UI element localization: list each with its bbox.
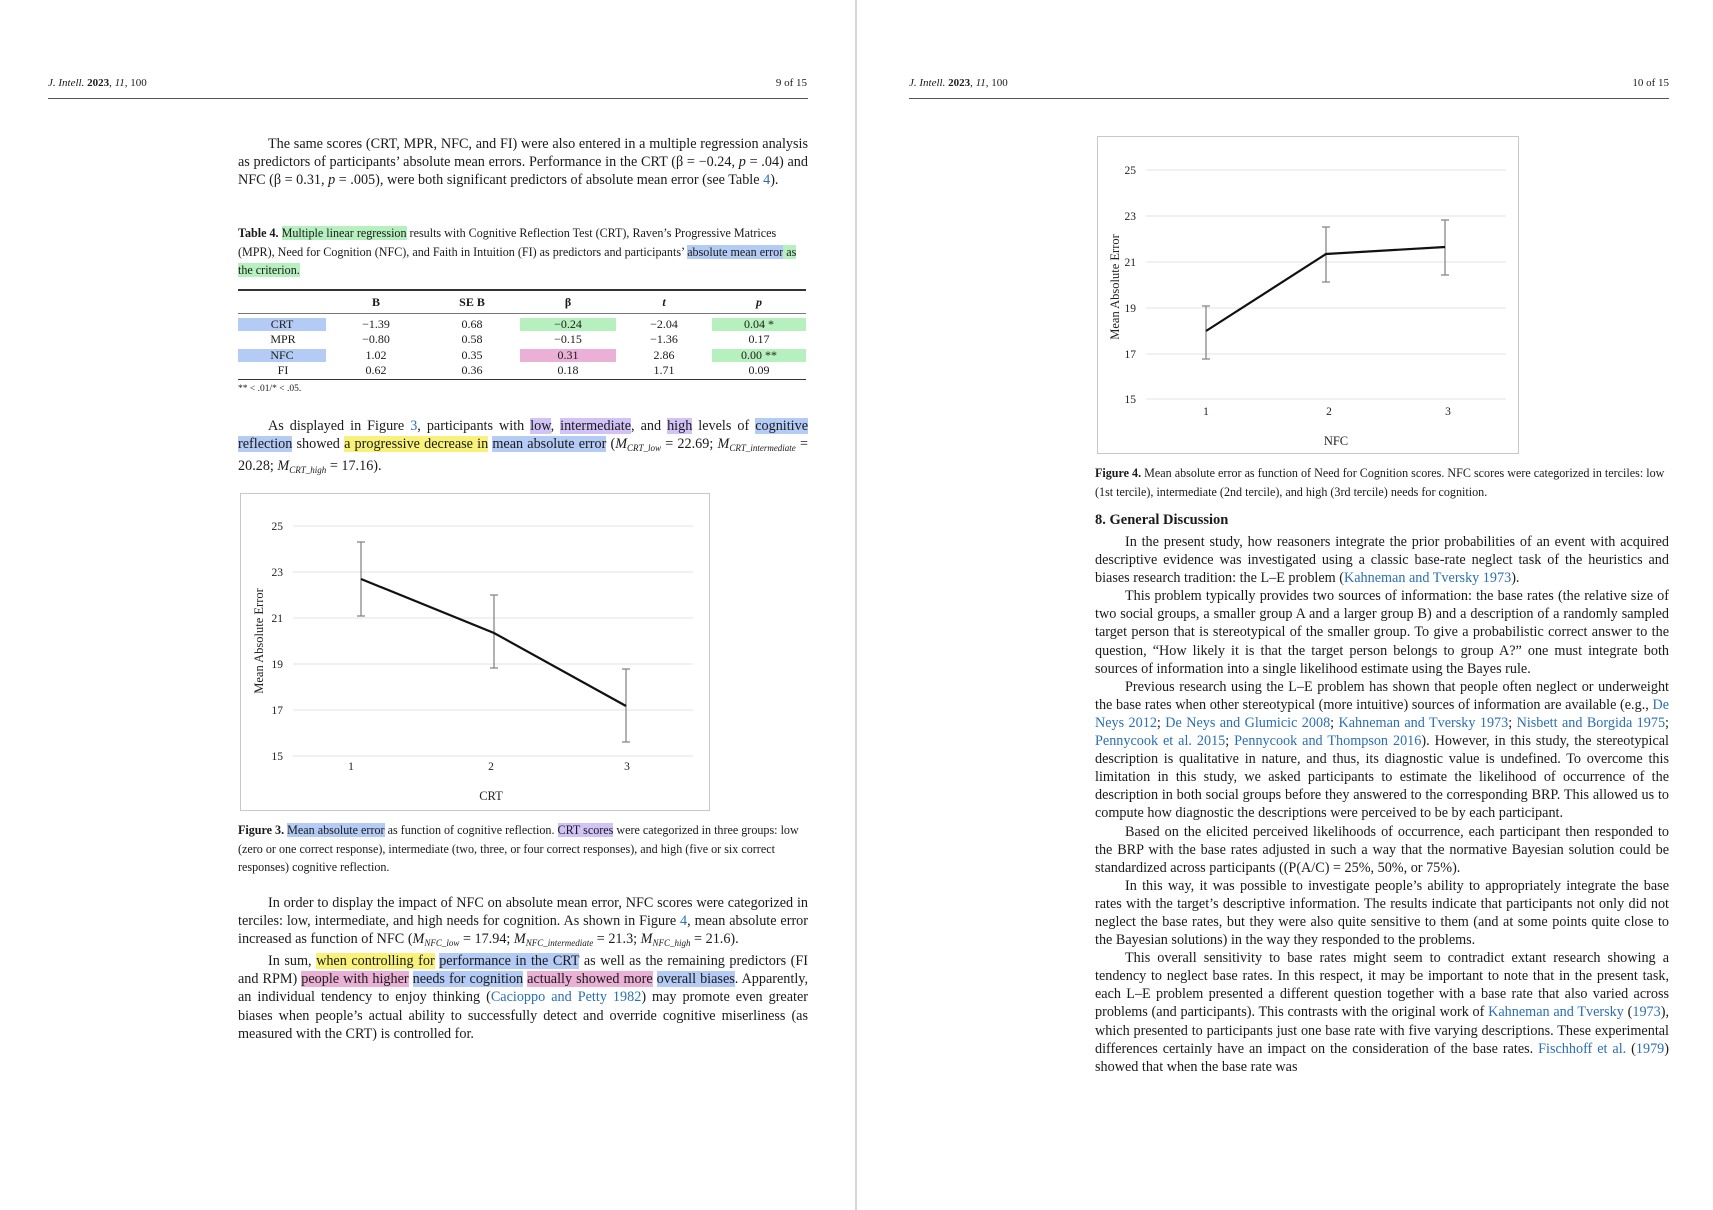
svg-text:19: 19 (271, 659, 283, 671)
highlight-purple[interactable]: CRT scores (557, 823, 614, 837)
svg-text:3: 3 (624, 761, 630, 773)
figure-3-plot (241, 494, 709, 810)
citation-link[interactable]: Kahneman and Tversky 1973 (1343, 570, 1512, 587)
paragraph: Based on the elicited perceived likelihoods of occurrence, each participant then responded to the BRP with the base rates adjusted in such a way that the normative Bayesian solution could be standardized across participants ((P(A/C) = 25%, 50%, or 75%). (1095, 823, 1669, 876)
figure-4-chart (1097, 136, 1519, 454)
general-discussion-body (1095, 533, 1669, 1076)
paragraph-figure3-intro: As displayed in Figure 3, participants with low, intermediate, and high levels of cognitive reflection showed a progressive decrease in mean absolute error ($M_{CRT\_low} = 22.69$; $M_{CRT\_intermediate} = 20.28$; $M_{CRT\_high} = 17.16$). (238, 418, 808, 476)
figure-3-link[interactable]: 3 (410, 418, 418, 434)
table-row: MPR −0.80 0.58 −0.15 −1.36 0.17 (270, 332, 770, 346)
journal-volume: 11 (114, 77, 125, 89)
paragraph-regression: The same scores (CRT, MPR, NFC, and FI) were also entered in a multiple regression analysis as predictors of participants’ absolute mean errors. Performance in the CRT (β = −0.24, p = .04) and NFC (β = 0.31, p = .005), were both significant predictors of absolute mean error (see Table 4). (238, 136, 808, 189)
svg-text:3: 3 (1445, 406, 1451, 418)
paragraph: Previous research using the L–E problem has shown that people often neglect or underweight the base rates when other stereotypical (more intuitive) sources of information are available (e.g., De Neys 2012; De Neys and Glumicic 2008; Kahneman and Tversky 1973; Nisbett and Borgida 1975; Pennycook et al. 2015; Pennycook and Thompson 2016). However, in this study, the stereotypical description is qualitative in nature, and thus, its diagnostic value is undefined. To overcome this limitation in this study, we asked participants to estimate the likelihood of occurrence of the description in both social groups before they answered to the corresponding BRP. This allowed us to compute how diagnostic the descriptions were perceived to be by each participant. (1095, 678, 1669, 822)
x-axis-label: CRT (479, 789, 503, 803)
table-header-row (238, 291, 806, 313)
article-number: 100 (130, 77, 147, 89)
citation-link[interactable]: Nisbett and Borgida 1975 (1516, 714, 1666, 731)
citation-link[interactable]: De Neys 2012 (1095, 696, 1669, 731)
citation-year-link[interactable]: 1979 (1635, 1040, 1665, 1057)
col-header-beta: β (564, 294, 572, 309)
paragraph-in-sum: In sum, when controlling for performance in the CRT as well as the remaining predictors (FI and RPM) people with higher needs for cognition actually showed more overall biases. Apparently, an individual tendency to enjoy thinking (Cacioppo and Petty 1982) may promote even greater biases when people’s actual ability to successfully detect and override cognitive miserliness (as measured with the CRT) is controlled for. (238, 953, 809, 1042)
highlight-blue[interactable]: overall biases (656, 971, 735, 988)
table-row: CRT −1.39 0.68 −0.24 −2.04 0.04 * (238, 317, 806, 333)
highlight-purple[interactable]: high (667, 418, 693, 434)
highlight-blue[interactable]: performance in the CRT (439, 953, 580, 970)
svg-text:15: 15 (271, 751, 283, 763)
svg-text:1: 1 (348, 761, 354, 773)
table-row: NFC 1.02 0.35 0.31 2.86 0.00 ** (238, 348, 806, 364)
figure-3-chart (240, 493, 710, 811)
running-head: J. Intell. 2023, 11, 100 (909, 77, 1008, 89)
section-heading: 8. General Discussion (1095, 512, 1229, 528)
journal-year: 2023 (87, 77, 110, 89)
figure-4-link[interactable]: 4 (680, 913, 688, 930)
highlight-pink[interactable]: actually showed more (527, 971, 653, 988)
page-number: 10 of 15 (1632, 77, 1669, 89)
highlight-yellow[interactable]: a progressive decrease in (344, 436, 489, 453)
highlight-purple[interactable]: low (530, 418, 551, 434)
svg-text:23: 23 (271, 567, 283, 579)
highlight-yellow[interactable]: when controlling for (316, 953, 435, 970)
highlight-green[interactable]: as the criterion. (238, 244, 797, 277)
page-9 (0, 0, 855, 1210)
citation-link[interactable]: Fischhoff et al. (1538, 1040, 1627, 1057)
highlight-blue[interactable]: absolute mean error (687, 244, 784, 259)
y-axis-label: Mean Absolute Error (252, 588, 266, 694)
svg-text:17: 17 (271, 705, 283, 717)
col-header-t: t (662, 294, 666, 309)
y-axis-label: Mean Absolute Error (1108, 234, 1122, 340)
svg-text:23: 23 (1124, 211, 1136, 223)
page-number: 9 of 15 (775, 77, 807, 89)
citation-year-link[interactable]: 1973 (1632, 1004, 1661, 1021)
table-row: FI 0.62 0.36 0.18 1.71 0.09 (277, 363, 770, 377)
header-rule (48, 98, 808, 99)
svg-text:25: 25 (1124, 165, 1136, 177)
journal-volume: 11 (975, 77, 986, 89)
svg-text:15: 15 (1124, 394, 1136, 406)
highlight-blue[interactable]: cognitive reflection (238, 418, 808, 453)
figure-3-caption: Figure 3. Mean absolute error as function of cognitive reflection. CRT scores were categorized in three groups: low (zero or one correct response), intermediate (two, three, or four correct responses), and high (five or six correct responses) cognitive reflection. (238, 823, 799, 875)
citation-link[interactable]: Kahneman and Tversky 1973 (1338, 714, 1509, 731)
running-head: J. Intell. 2023, 11, 100 (48, 77, 147, 89)
paragraph-nfc: In order to display the impact of NFC on absolute mean error, NFC scores were categorized in terciles: low, intermediate, and high needs for cognition. As shown in Figure 4, mean absolute error increased as function of NFC ($M_{NFC\_low} = 17.94$; $M_{NFC\_intermediate} = 21.3$; $M_{NFC\_high} = 21.6$). In sum, when controlling for performance in the CRT as well as the remaining predictors (FI and RPM) people with higher needs for cognition actually showed more overall biases. Apparently, an individual tendency to enjoy thinking (Cacioppo and Petty 1982) may promote even greater biases when people’s actual ability to successfully detect and override cognitive miserliness (as measured with the CRT) is controlled for. (238, 895, 809, 1042)
citation-link[interactable]: Cacioppo and Petty 1982 (490, 989, 642, 1006)
journal-name: J. Intell. (48, 77, 85, 89)
highlight-purple[interactable]: intermediate (560, 418, 632, 434)
citation-link[interactable]: Kahneman and Tversky (1488, 1004, 1624, 1021)
highlight-pink[interactable]: people with higher (301, 971, 409, 988)
highlight-blue[interactable]: Mean absolute error (287, 823, 385, 837)
journal-year: 2023 (948, 77, 971, 89)
table-footnote: ** < .01/* < .05. (238, 384, 302, 394)
figure-4-caption: Figure 4. Mean absolute error as function of Need for Cognition scores. NFC scores were categorized in terciles: low (1st tercile), intermediate (2nd tercile), and high (3rd tercile) needs for cognition. (1095, 466, 1665, 499)
svg-text:17: 17 (1124, 349, 1136, 361)
svg-text:1: 1 (1203, 406, 1209, 418)
svg-text:2: 2 (488, 761, 494, 773)
highlight-green[interactable]: Multiple linear regression (281, 226, 407, 240)
svg-text:2: 2 (1326, 406, 1332, 418)
highlight-blue[interactable]: needs for cognition (412, 971, 524, 988)
citation-link[interactable]: Pennycook and Thompson 2016 (1234, 733, 1422, 750)
page-10 (857, 0, 1713, 1210)
col-header-b: B (371, 294, 380, 309)
col-header-se-b: SE B (459, 294, 485, 309)
citation-link[interactable]: De Neys and Glumicic 2008 (1165, 714, 1331, 731)
svg-text:19: 19 (1124, 303, 1136, 315)
paragraph: In the present study, how reasoners integrate the prior probabilities of an event with acquired descriptive evidence was investigated using a classic base-rate neglect task of the heuristics and biases research tradition: the L–E problem (Kahneman and Tversky 1973). (1095, 534, 1669, 587)
paragraph: This problem typically provides two sources of information: the base rates (the relative size of two social groups, a smaller group A and a larger group B) and a description of a randomly sampled target person that is stereotypical of the smaller group. To give a probabilistic correct answer to the question, “How likely it is that the target person belongs to group A?” one must integrate both sources of information into a single likelihood estimate using the Bayes rule. (1095, 588, 1669, 677)
table-4-caption: Table 4. Multiple linear regression results with Cognitive Reflection Test (CRT), Raven’s Progressive Matrices (MPR), Need for Cognition (NFC), and Faith in Intuition (FI) as predictors and participants’ absolute mean error as the criterion. (238, 226, 797, 277)
col-header-p: p (756, 294, 762, 309)
header-rule (909, 98, 1669, 99)
paragraph: This overall sensitivity to base rates might seem to contradict extant research showing a tendency to neglect base rates. In this respect, it may be important to note that in the present task, each L–E problem presented a different question together with a base rate that also varied across problems (and participants). This contrasts with the original work of Kahneman and Tversky (1973), which presented to participants just one base rate with five varying descriptions. These experimental differences certainly have an impact on the consideration of the base rates. Fischhoff et al. (1979) showed that when the base rate was (1095, 950, 1669, 1075)
highlight-blue[interactable]: mean absolute error (492, 436, 607, 453)
citation-link[interactable]: Pennycook et al. 2015 (1095, 733, 1226, 750)
paragraph: In this way, it was possible to investigate people’s ability to appropriately integrate the base rates with the target’s descriptive information. The results indicate that participants not only did not neglect the base rates, but they were also quite sensitive to them (and at some points quite close to the Bayesian solutions) in the way they responded to the problems. (1095, 877, 1669, 949)
svg-text:25: 25 (271, 521, 283, 533)
x-axis-label: NFC (1323, 434, 1349, 448)
journal-name: J. Intell. (909, 77, 946, 89)
table-4-link[interactable]: 4 (763, 172, 771, 189)
svg-text:21: 21 (1124, 257, 1136, 269)
table-4 (238, 289, 806, 396)
figure-4-plot (1098, 137, 1518, 453)
svg-text:21: 21 (271, 613, 283, 625)
article-number: 100 (991, 77, 1008, 89)
